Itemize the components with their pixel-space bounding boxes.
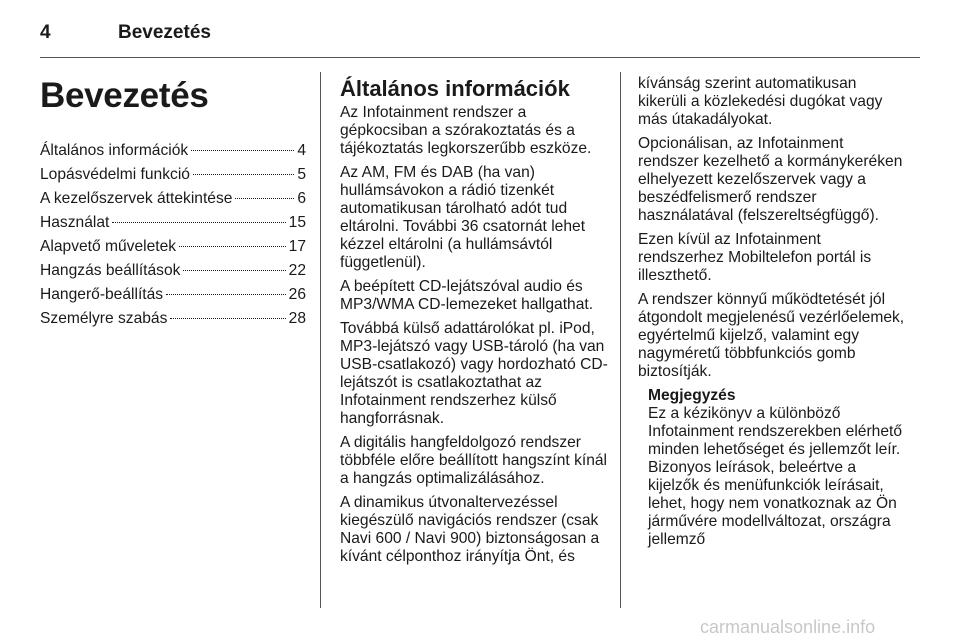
toc-leader	[183, 270, 285, 271]
toc-label: Hangerő-beállítás	[40, 286, 164, 303]
toc-item[interactable]	[40, 187, 306, 211]
paragraph: Az AM, FM és DAB (ha van) hullámsávokon a rádió tizenkét automatikusan tárolható adót tud eltárolni. További 36 csatornát lehet kézzel eltárolni (a hullámsávtól függetlenül).	[340, 164, 586, 271]
column-divider-1	[320, 72, 321, 608]
toc-page: 6	[297, 190, 306, 207]
column-3	[638, 75, 906, 549]
toc-page: 28	[288, 310, 306, 327]
note-text: Ez a kézikönyv a különböző Infotainment rendszerekben elérhető minden lehetőséget és jellemzőt leír. Bizonyos leírások, beleértve a kijelzők és menüfunkciók leírásait, lehet, hogy nem vonatkoznak az Ön járművére modellváltozat, országra jellemző	[648, 405, 902, 548]
paragraph: Opcionálisan, az Infotainment rendszer kezelhető a kormánykeréken elhelyezett kezelőszervek vagy a beszédfelismerő rendszer használatával (felszereltségfüggő).	[638, 135, 903, 224]
toc-page: 22	[288, 262, 306, 279]
paragraph: A dinamikus útvonaltervezéssel kiegészülő navigációs rendszer (csak Navi 600 / Navi 900) biztonságosan a kívánt célponthoz irányítja Önt, és	[340, 494, 600, 565]
toc-item[interactable]	[40, 283, 306, 307]
toc-leader	[191, 150, 294, 151]
toc-label: Használat	[40, 214, 110, 231]
toc-page: 4	[297, 142, 306, 159]
paragraph: A beépített CD-lejátszóval audio és MP3/WMA CD-lemezeket hallgathat.	[340, 278, 594, 313]
toc-page: 15	[288, 214, 306, 231]
paragraph: Ezen kívül az Infotainment rendszerhez Mobiltelefon portál is illeszthető.	[638, 231, 872, 284]
page-number: 4	[40, 22, 51, 43]
toc-item[interactable]	[40, 235, 306, 259]
toc-label: Lopásvédelmi funkció	[40, 166, 190, 183]
paragraph: A digitális hangfeldolgozó rendszer többféle előre beállított hangszínt kínál a hangzás optimalizálásához.	[340, 434, 608, 487]
note-title: Megjegyzés	[648, 387, 736, 404]
toc-label: Általános információk	[40, 142, 189, 159]
toc-leader	[179, 246, 286, 247]
toc-label: A kezelőszervek áttekintése	[40, 190, 233, 207]
paragraph: Továbbá külső adattárolókat pl. iPod, MP3-lejátszó vagy USB-tároló (ha van USB-csatlakozó) vagy hordozható CD-lejátszót is csatlakoztathat az Infotainment rendszerhez külső hangforrásnak.	[340, 320, 608, 427]
paragraph: Az Infotainment rendszer a gépkocsiban a szórakoztatás és a tájékoztatás legkorszerűbb eszköze.	[340, 104, 592, 157]
toc-label: Hangzás beállítások	[40, 262, 181, 279]
toc-item[interactable]	[40, 307, 306, 331]
toc-page: 26	[288, 286, 306, 303]
paragraph: kívánság szerint automatikusan kikerüli a közlekedési dugókat vagy más útakadályokat.	[638, 75, 883, 128]
toc-label: Személyre szabás	[40, 310, 168, 327]
header-title: Bevezetés	[118, 22, 211, 43]
toc-leader	[170, 318, 285, 319]
toc-leader	[193, 174, 294, 175]
toc-item[interactable]	[40, 211, 306, 235]
toc-item[interactable]	[40, 163, 306, 187]
toc-leader	[112, 222, 285, 223]
column-divider-2	[620, 72, 621, 608]
toc-leader	[235, 198, 294, 199]
header-rule	[40, 57, 920, 58]
section-title: Általános információk	[340, 76, 570, 101]
table-of-contents	[40, 139, 306, 331]
toc-page: 5	[297, 166, 306, 183]
watermark: carmanualsonline.info	[700, 617, 876, 637]
toc-item[interactable]	[40, 139, 306, 163]
toc-page: 17	[288, 238, 306, 255]
toc-label: Alapvető műveletek	[40, 238, 177, 255]
toc-item[interactable]	[40, 259, 306, 283]
column-1	[40, 75, 306, 331]
chapter-title: Bevezetés	[40, 76, 209, 115]
toc-leader	[166, 294, 286, 295]
note-box	[648, 387, 906, 549]
column-2	[340, 75, 608, 572]
paragraph: A rendszer könnyű működtetését jól átgondolt megjelenésű vezérlőelemek, egyértelmű kijelző, valamint egy nagyméretű többfunkciós gomb biztosítják.	[638, 291, 905, 380]
